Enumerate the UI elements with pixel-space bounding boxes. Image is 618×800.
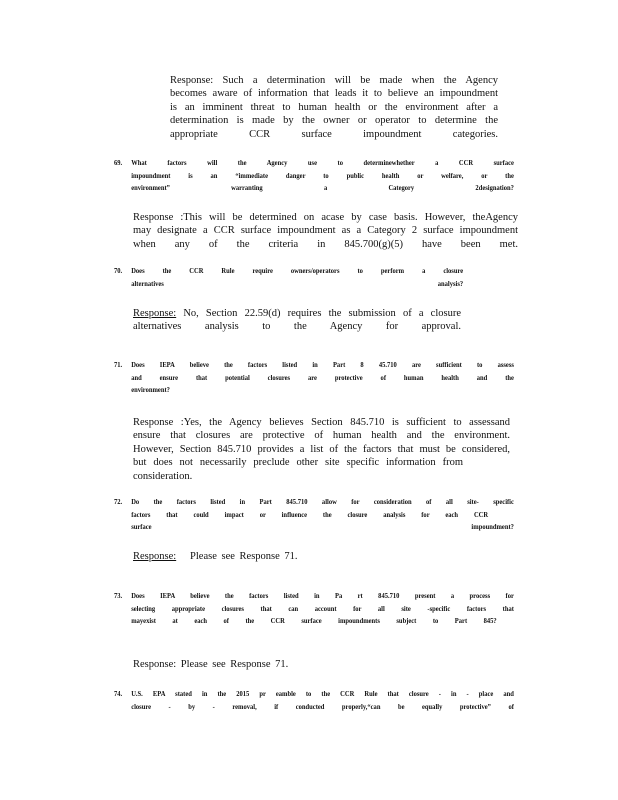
question-number: 72.: [114, 497, 123, 506]
response-line: determination is made by the owner or operator to determine the: [170, 115, 498, 127]
question-69: [114, 157, 514, 197]
question-line: Does the CCR Rule require owners/operators to perform a closure: [131, 266, 464, 275]
response-text: Please see Response 71.: [190, 551, 298, 562]
question-line: and ensure that potential closures are protective of human health and the: [131, 372, 514, 382]
response-label: Response:: [133, 308, 177, 319]
question-line: U.S. EPA stated in the 2015 pr eamble to the CCR Rule that closure - in - place and: [131, 689, 514, 698]
response-73: [133, 658, 433, 671]
question-line: What factors will the Agency use to determinewhether a CCR surface: [131, 158, 514, 167]
response-70: [133, 307, 461, 334]
response-line: alternatives analysis to the Agency for approval.: [133, 321, 461, 333]
response-71: [133, 416, 510, 483]
question-number: 70.: [114, 266, 123, 275]
response-69: [133, 211, 518, 251]
response-line: Response :Yes, the Agency believes Section 845.710 is sufficient to assessand: [133, 417, 510, 428]
response-line: However, Section 845.710 provides a list of the factors that must be considered,: [133, 443, 510, 455]
question-number: 73.: [114, 591, 123, 600]
question-74: [114, 688, 514, 714]
question-line: mayexist at each of the CCR surface impoundments subject to Part 845?: [131, 616, 497, 625]
response-line: consideration.: [133, 470, 193, 482]
question-73: [114, 590, 514, 630]
question-71: [114, 359, 514, 399]
question-line: impoundment is an “immediate danger to public health or welfare, or the: [131, 170, 514, 180]
response-text: No, Section 22.59(d) requires the submission of a closure: [183, 308, 461, 319]
question-line: environment” warranting a Category 2designation?: [131, 183, 514, 192]
question-line: closure - by - removal, if conducted properly,“can be equally protective” of: [131, 701, 514, 711]
question-line: Do the factors listed in Part 845.710 allow for consideration of all site- specific: [131, 497, 514, 506]
question-line: alternatives analysis?: [131, 278, 464, 288]
response-line: Response: Please see Response 71.: [133, 659, 289, 670]
response-line: but does not necessarily preclude other site specific information from: [133, 457, 463, 469]
response-line: Response :This will be determined on acase by case basis. However, theAgency: [133, 212, 518, 223]
response-line: when any of the criteria in 845.700(g)(5) have been met.: [133, 238, 518, 250]
question-line: Does IEPA believe the factors listed in Part 8 45.710 are sufficient to assess: [131, 360, 514, 369]
response-line: becomes aware of information that leads it to believe an impoundment: [170, 88, 498, 100]
response-68: [170, 74, 498, 141]
question-line: surface impoundment?: [131, 522, 514, 531]
response-line: may designate a CCR surface impoundment as a Category 2 surface impoundment: [133, 225, 518, 237]
question-line: factors that could impact or influence the closure analysis for each CCR: [131, 509, 489, 519]
question-number: 74.: [114, 689, 123, 698]
question-number: 69.: [114, 158, 123, 167]
question-72: [114, 496, 514, 536]
response-label: Response:: [133, 551, 177, 562]
response-line: Response: Such a determination will be made when the Agency: [170, 75, 498, 86]
question-number: 71.: [114, 360, 123, 369]
response-72: [133, 550, 433, 563]
response-line: ensure that closures are protective of human health and the environment.: [133, 430, 510, 442]
question-line: selecting appropriate closures that can account for all site -specific factors that: [131, 603, 514, 613]
question-line: environment?: [131, 385, 170, 394]
question-70: [114, 265, 514, 291]
response-line: appropriate CCR surface impoundment categories.: [170, 128, 498, 140]
question-line: Does IEPA believe the factors listed in Pa rt 845.710 present a process for: [131, 591, 514, 600]
response-line: is an imminent threat to human health or the environment after a: [170, 101, 498, 113]
